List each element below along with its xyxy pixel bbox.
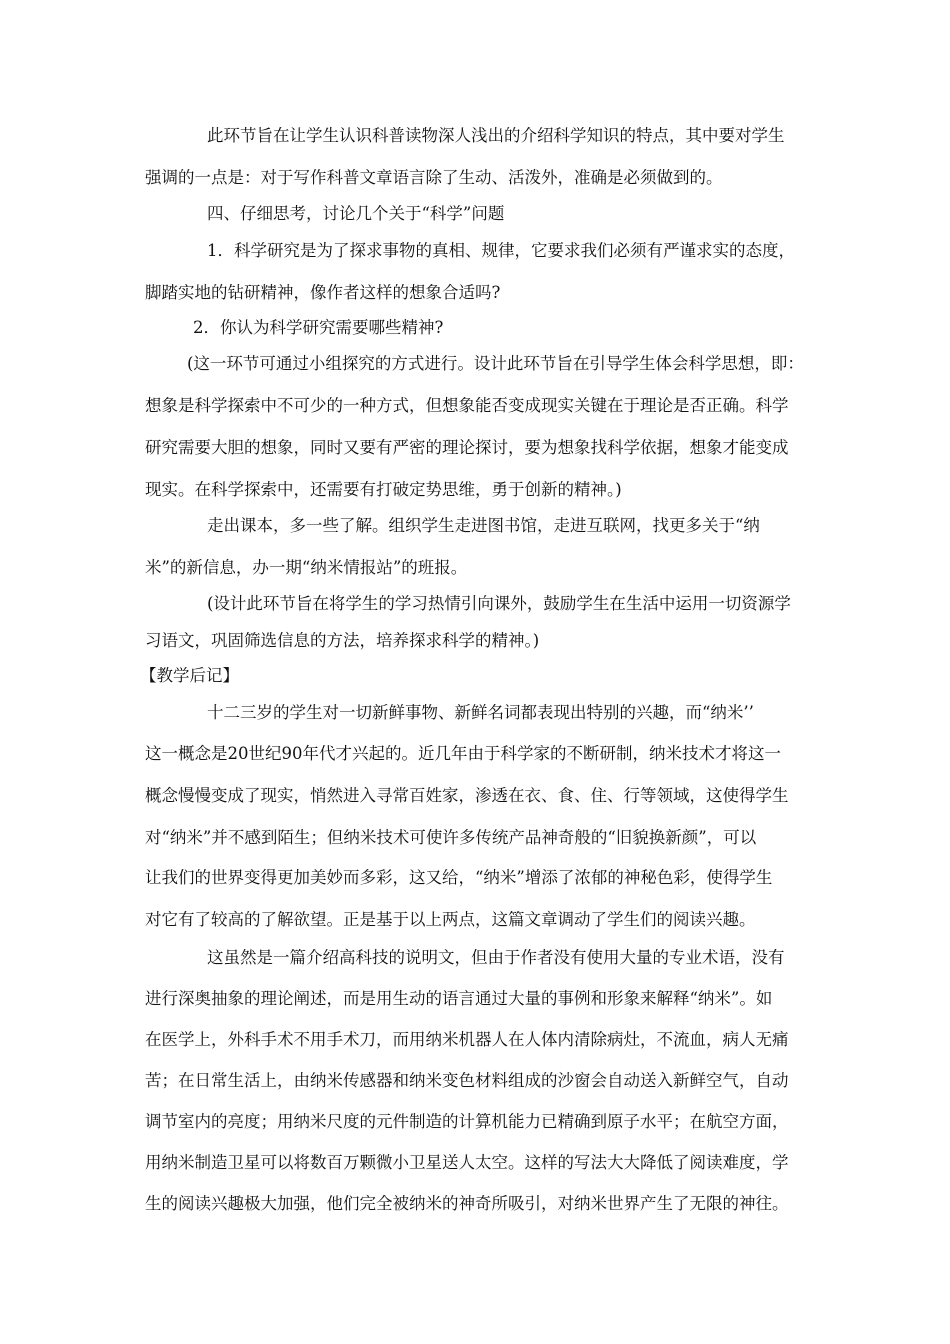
text-line: 苦；在日常生活上，由纳米传感器和纳米变色材料组成的沙窗会自动送入新鲜空气，自动 [145,1071,789,1090]
text-line: 米”的新信息，办一期“纳米情报站”的班报。 [145,558,468,577]
text-line: 调节室内的亮度；用纳米尺度的元件制造的计算机能力已精确到原子水平；在航空方面， [145,1112,789,1131]
text-line: (设计此环节旨在将学生的学习热情引向课外，鼓励学生在生活中运用一切资源学 [207,594,791,613]
text-line: 研究需要大胆的想象，同时又要有严密的理论探讨，要为想象找科学依据，想象才能变成 [145,438,789,457]
text-line: 进行深奥抽象的理论阐述，而是用生动的语言通过大量的事例和形象来解释“纳米”。如 [145,989,773,1008]
text-line: 这虽然是一篇介绍高科技的说明文，但由于作者没有使用大量的专业术语，没有 [207,948,785,967]
text-line: 走出课本，多一些了解。组织学生走进图书馆，走进互联网，找更多关于“纳 [207,516,760,535]
text-line: 2．你认为科学研究需要哪些精神? [193,318,444,337]
text-line: 对它有了较高的了解欲望。正是基于以上两点，这篇文章调动了学生们的阅读兴趣。 [145,910,756,929]
section-heading: 【教学后记】 [140,666,239,685]
text-line: 让我们的世界变得更加美妙而多彩，这又给，“纳米”增添了浓郁的神秘色彩，使得学生 [145,868,773,887]
text-line: 脚踏实地的钻研精神，像作者这样的想象合适吗? [145,283,501,302]
text-line: 对“纳米”并不感到陌生；但纳米技术可使许多传统产品神奇般的“旧貌换新颜”，可以 [145,828,757,847]
text-line: 想象是科学探索中不可少的一种方式，但想象能否变成现实关键在于理论是否正确。科学 [145,396,789,415]
text-line: (这一环节可通过小组探究的方式进行。设计此环节旨在引导学生体会科学思想，即： [187,354,804,373]
text-line: 现实。在科学探索中，还需要有打破定势思维，勇于创新的精神。) [145,480,622,499]
text-line: 概念慢慢变成了现实，悄然进入寻常百姓家，渗透在衣、食、住、行等领域，这使得学生 [145,786,789,805]
text-line: 这一概念是20世纪90年代才兴起的。近几年由于科学家的不断研制，纳米技术才将这一 [145,744,781,763]
text-line: 此环节旨在让学生认识科普读物深人浅出的介绍科学知识的特点，其中要对学生 [207,126,785,145]
section-heading: 四、仔细思考，讨论几个关于“科学”问题 [207,204,505,223]
text-line: 生的阅读兴趣极大加强，他们完全被纳米的神奇所吸引，对纳米世界产生了无限的神往。 [145,1194,789,1213]
text-line: 习语文，巩固筛选信息的方法，培养探求科学的精神。) [145,631,540,650]
text-line: 1．科学研究是为了探求事物的真相、规律，它要求我们必须有严谨求实的态度， [207,241,795,260]
text-line: 十二三岁的学生对一切新鲜事物、新鲜名词都表现出特别的兴趣，而“纳米’’ [207,703,754,722]
text-line: 用纳米制造卫星可以将数百万颗微小卫星送人太空。这样的写法大大降低了阅读难度，学 [145,1153,789,1172]
text-line: 在医学上，外科手术不用手术刀，而用纳米机器人在人体内清除病灶，不流血，病人无痛 [145,1030,789,1049]
text-line: 强调的一点是：对于写作科普文章语言除了生动、活泼外，准确是必须做到的。 [145,168,723,187]
